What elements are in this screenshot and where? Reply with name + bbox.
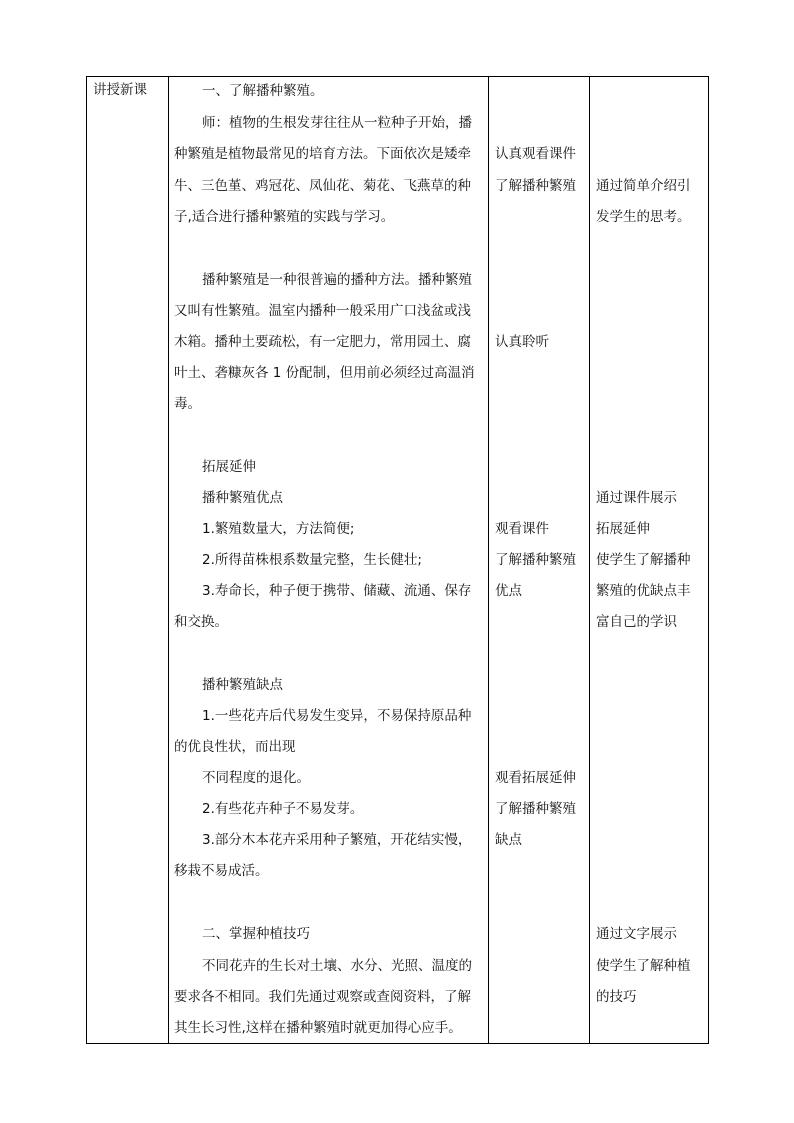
content-line: 3.寿命长，种子便于携带、储藏、流通、保存	[202, 583, 472, 599]
content-line: 播种繁殖缺点	[202, 677, 283, 693]
intent-line: 使学生了解播种	[596, 552, 691, 568]
section-label-cell	[87, 77, 169, 1044]
content-line: 1.繁殖数量大，方法简便;	[202, 521, 355, 537]
content-line: 叶土、砻糠灰各 1 份配制，但用前必须经过高温消	[174, 365, 475, 381]
content-line: 移栽不易成活。	[174, 863, 269, 879]
content-line: 又叫有性繁殖。温室内播种一般采用广口浅盆或浅	[174, 303, 471, 319]
content-line: 的优良性状，而出现	[174, 739, 296, 755]
content-line: 1.一些花卉后代易发生变异，不易保持原品种	[202, 708, 472, 724]
content-line: 播种繁殖优点	[202, 490, 283, 506]
activity-line: 观看课件	[495, 521, 549, 537]
content-line: 一、了解播种繁殖。	[202, 83, 324, 99]
content-line: 播种繁殖是一种很普遍的播种方法。播种繁殖	[202, 272, 472, 288]
content-line: 2.有些花卉种子不易发芽。	[202, 801, 364, 817]
content-line: 不同花卉的生长对土壤、水分、光照、温度的	[202, 958, 472, 974]
content-line: 不同程度的退化。	[202, 770, 310, 786]
design-intent-cell	[590, 77, 709, 1044]
intent-line: 发学生的思考。	[596, 209, 691, 225]
teaching-content-cell	[169, 77, 489, 1044]
intent-line: 通过文字展示	[596, 926, 677, 942]
activity-line: 了解播种繁殖	[495, 178, 576, 194]
content-line: 2.所得苗株根系数量完整，生长健壮;	[202, 552, 422, 568]
activity-line: 优点	[495, 583, 522, 599]
content-line: 种繁殖是植物最常见的培育方法。下面依次是矮牵	[174, 146, 471, 162]
content-line: 拓展延伸	[202, 459, 256, 475]
student-activity-cell	[489, 77, 590, 1044]
activity-line: 认真观看课件	[495, 146, 576, 162]
content-line: 和交换。	[174, 614, 228, 630]
activity-line: 了解播种繁殖	[495, 552, 576, 568]
intent-line: 富自己的学识	[596, 614, 677, 630]
content-line: 子,适合进行播种繁殖的实践与学习。	[174, 209, 395, 225]
table-row	[87, 77, 709, 1044]
content-line: 其生长习性,这样在播种繁殖时就更加得心应手。	[174, 1020, 462, 1036]
lesson-plan-table	[86, 76, 709, 1044]
intent-line: 通过课件展示	[596, 490, 677, 506]
activity-line: 观看拓展延伸	[495, 770, 576, 786]
activity-line: 缺点	[495, 832, 522, 848]
activity-line: 认真聆听	[495, 334, 549, 350]
intent-line: 使学生了解种植	[596, 958, 691, 974]
content-line: 毒。	[174, 396, 201, 412]
section-label: 讲授新课	[93, 82, 147, 98]
content-line: 师：植物的生根发芽往往从一粒种子开始，播	[202, 115, 472, 131]
content-line: 牛、三色堇、鸡冠花、凤仙花、菊花、飞燕草的种	[174, 178, 471, 194]
intent-line: 繁殖的优缺点丰	[596, 583, 691, 599]
intent-line: 拓展延伸	[596, 521, 650, 537]
intent-line: 的技巧	[596, 989, 637, 1005]
intent-line: 通过简单介绍引	[596, 178, 691, 194]
content-line: 二、掌握种植技巧	[202, 926, 310, 942]
content-line: 要求各不相同。我们先通过观察或查阅资料，了解	[174, 989, 471, 1005]
activity-line: 了解播种繁殖	[495, 801, 576, 817]
content-line: 木箱。播种土要疏松，有一定肥力，常用园土、腐	[174, 334, 471, 350]
content-line: 3.部分木本花卉采用种子繁殖，开花结实慢，	[202, 832, 472, 848]
